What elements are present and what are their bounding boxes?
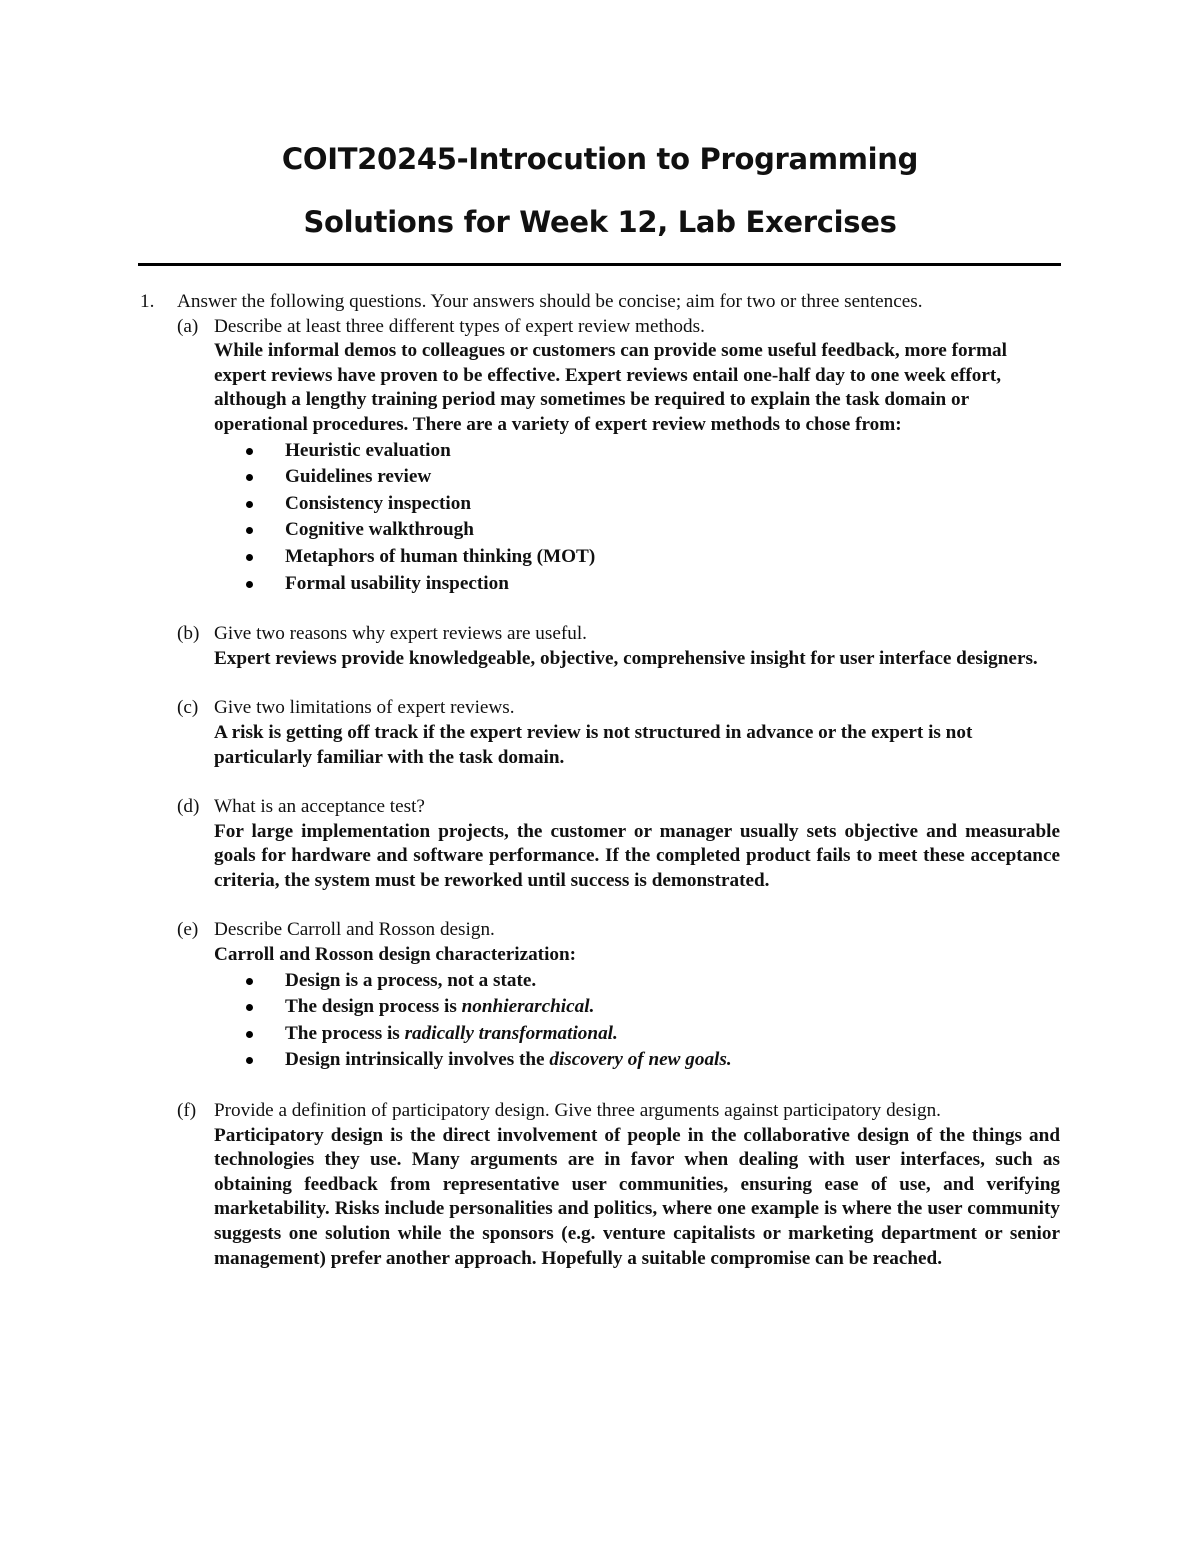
item-b-question: Give two reasons why expert reviews are useful. xyxy=(214,623,587,645)
document-body xyxy=(140,290,1060,1271)
item-b-answer: Expert reviews provide knowledgeable, objective, comprehensive insight for user interface designers. xyxy=(214,647,1038,669)
list-item: Cognitive walkthrough xyxy=(285,517,1060,544)
item-d xyxy=(177,795,1060,893)
question-1-prompt: Answer the following questions. Your answers should be concise; aim for two or three sentences. xyxy=(177,291,923,312)
item-e-answer: Carroll and Rosson design characterization: xyxy=(214,944,577,966)
item-c xyxy=(177,696,1060,770)
bullet-icon xyxy=(246,474,253,481)
question-1 xyxy=(140,290,1060,1271)
list-item: The process is radically transformational. xyxy=(285,1021,1060,1048)
item-a-answer: While informal demos to colleagues or customers can provide some useful feedback, more formal expert reviews have proven to be effective. Expert reviews entail one-half day to one week effort, although a lengthy training period may sometimes be required to explain the task domain or operational procedures. There are a variety of expert review methods to chose from: xyxy=(214,340,1007,435)
bullet-icon xyxy=(246,448,253,455)
list-item: Design intrinsically involves the discovery of new goals. xyxy=(285,1047,1060,1074)
bullet-icon xyxy=(246,978,253,985)
bullet-icon xyxy=(246,1057,253,1064)
item-a-label: (a) xyxy=(177,315,199,337)
list-item: The design process is nonhierarchical. xyxy=(285,994,1060,1021)
item-e-label: (e) xyxy=(177,919,199,941)
item-c-label: (c) xyxy=(177,697,199,719)
item-a-question: Describe at least three different types of expert review methods. xyxy=(214,315,705,337)
list-item: Guidelines review xyxy=(285,464,1060,491)
item-a xyxy=(177,315,1060,598)
item-d-question: What is an acceptance test? xyxy=(214,796,425,818)
item-e xyxy=(177,918,1060,1074)
item-f xyxy=(177,1099,1060,1271)
item-c-question: Give two limitations of expert reviews. xyxy=(214,697,515,719)
bullet-icon xyxy=(246,1004,253,1011)
document-title: COIT20245-Introcution to Programming xyxy=(281,142,919,176)
item-b xyxy=(177,622,1060,671)
item-d-answer: For large implementation projects, the customer or manager usually sets objective and measurable goals for hardware and software performance. If the completed product fails to meet these acceptance criteria, the system must be reworked until success is demonstrated. xyxy=(214,820,1060,891)
horizontal-rule xyxy=(138,263,1061,266)
item-a-bullet-list xyxy=(214,438,1060,598)
list-item: Design is a process, not a state. xyxy=(285,968,1060,995)
bullet-icon xyxy=(246,501,253,508)
bullet-icon xyxy=(246,581,253,588)
item-e-bullet-list xyxy=(214,968,1060,1074)
item-f-label: (f) xyxy=(177,1100,197,1122)
item-d-label: (d) xyxy=(177,796,200,818)
list-item: Metaphors of human thinking (MOT) xyxy=(285,544,1060,571)
bullet-icon xyxy=(246,1031,253,1038)
list-item: Heuristic evaluation xyxy=(285,438,1060,465)
item-b-label: (b) xyxy=(177,623,200,645)
document-subtitle: Solutions for Week 12, Lab Exercises xyxy=(303,205,897,239)
bullet-icon xyxy=(246,527,253,534)
list-item: Formal usability inspection xyxy=(285,571,1060,598)
bullet-icon xyxy=(246,554,253,561)
list-item: Consistency inspection xyxy=(285,491,1060,518)
item-f-question: Provide a definition of participatory design. Give three arguments against participatory design. xyxy=(214,1100,941,1122)
item-e-question: Describe Carroll and Rosson design. xyxy=(214,919,495,941)
item-c-answer: A risk is getting off track if the expert review is not structured in advance or the expert is not particularly familiar with the task domain. xyxy=(214,721,973,768)
item-f-answer: Participatory design is the direct involvement of people in the collaborative design of the things and technologies they use. Many arguments are in favor when dealing with user interfaces, such as obtaining feedback from representative user communities, ensuring ease of use, and verifying marketability. Risks include personalities and politics, where one example is where the user community suggests one solution while the sponsors (e.g. venture capitalists or marketing department or senior management) prefer another approach. Hopefully a suitable compromise can be reached. xyxy=(214,1124,1060,1269)
question-1-number: 1. xyxy=(140,291,155,312)
